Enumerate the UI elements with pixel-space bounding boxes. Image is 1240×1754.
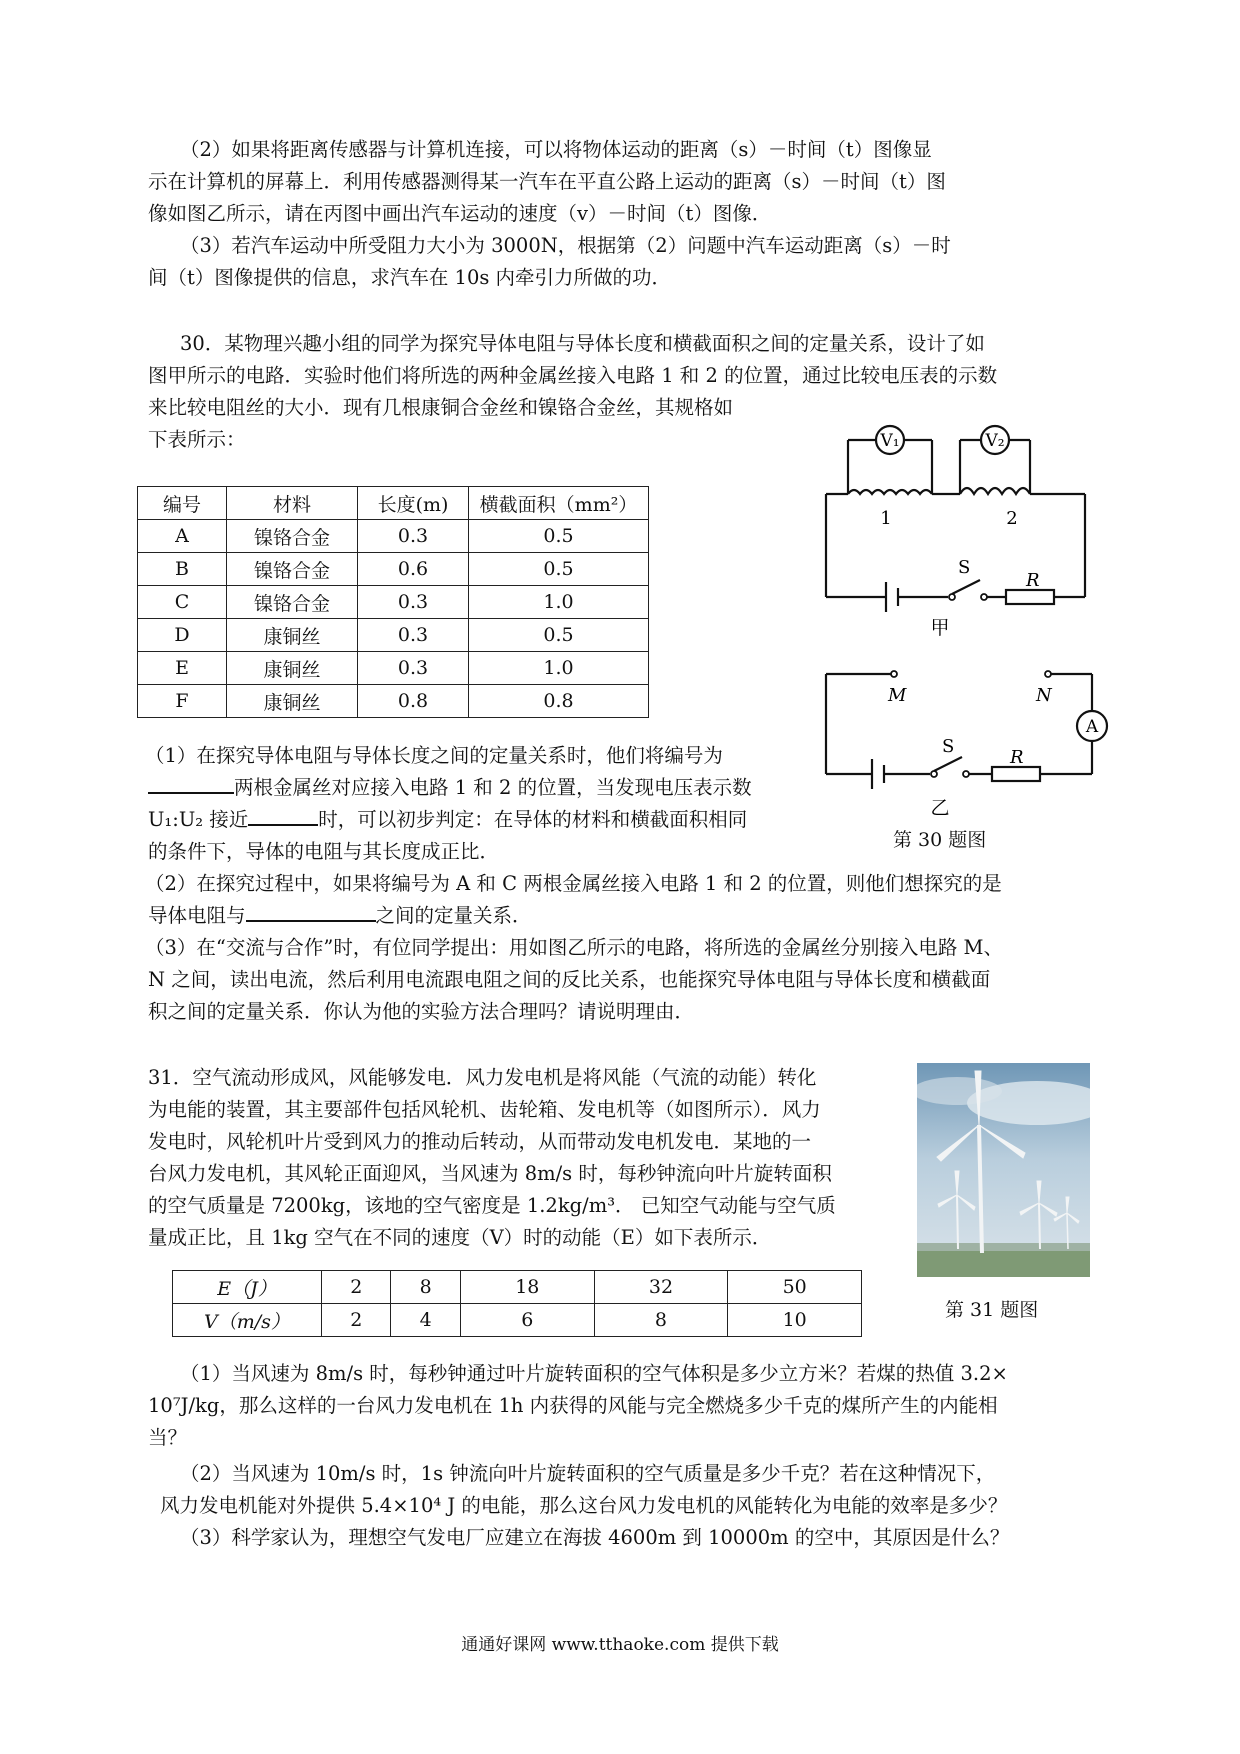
q31-line6: 量成正比，且 1kg 空气在不同的速度（V）时的动能（E）如下表所示． — [148, 1226, 772, 1249]
q29-part2-line1: （2）如果将距离传感器与计算机连接，可以将物体运动的距离（s）－时间（t）图像显 — [180, 138, 932, 161]
table-cell: 镍铬合金 — [227, 553, 358, 586]
q31-part3-line1: （3）科学家认为，理想空气发电厂应建立在海拔 4600m 到 10000m 的空中，其原因是什么？ — [180, 1526, 1010, 1549]
table-header: E（J） — [173, 1271, 322, 1304]
table-row — [173, 1304, 862, 1337]
table-row — [173, 1271, 862, 1304]
table-cell: D — [138, 619, 227, 652]
resistor-label: R — [1010, 747, 1024, 768]
table-header: 材料 — [227, 487, 358, 520]
table-cell: 18 — [460, 1271, 594, 1304]
switch-label: S — [958, 557, 971, 578]
table-cell: 0.3 — [358, 619, 469, 652]
table-header: 编号 — [138, 487, 227, 520]
table-cell: 4 — [391, 1304, 460, 1337]
q30-part2-line1: （2）在探究过程中，如果将编号为 A 和 C 两根金属丝接入电路 1 和 2 的位置，则他们想探究的是 — [145, 872, 1002, 895]
table-cell: 8 — [391, 1271, 460, 1304]
voltmeter-v2-label: V₂ — [985, 431, 1005, 451]
table-header: 横截面积（mm²） — [469, 487, 649, 520]
table-cell: F — [138, 685, 227, 718]
table-cell: 10 — [728, 1304, 862, 1337]
q31-part1-line3: 当？ — [148, 1426, 188, 1449]
circuit-diagram-jia — [800, 410, 1110, 650]
table-header: V（m/s） — [173, 1304, 322, 1337]
resistor-label: R — [1026, 570, 1040, 591]
answer-blank[interactable] — [248, 804, 318, 826]
q30-intro-line1: 30．某物理兴趣小组的同学为探究导体电阻与导体长度和横截面积之间的定量关系，设计了如 — [180, 332, 985, 355]
page-footer: 通通好课网 www.tthaoke.com 提供下载 — [461, 1635, 779, 1655]
terminal-m-label: M — [888, 685, 907, 706]
table-cell: 6 — [460, 1304, 594, 1337]
circuit-diagram-yi — [800, 656, 1110, 836]
table-header: 长度(m) — [358, 487, 469, 520]
circuit-yi-caption: 乙 — [930, 797, 950, 819]
table-cell: E — [138, 652, 227, 685]
table-row — [138, 553, 649, 586]
table-cell: 康铜丝 — [227, 652, 358, 685]
table-row — [138, 619, 649, 652]
answer-blank[interactable] — [148, 772, 234, 794]
table-cell: 1.0 — [469, 652, 649, 685]
table-cell: 镍铬合金 — [227, 586, 358, 619]
answer-blank[interactable] — [246, 900, 376, 922]
energy-speed-table — [172, 1270, 862, 1337]
position-1-label: 1 — [880, 508, 892, 529]
terminal-n-label: N — [1036, 685, 1052, 706]
q31-line2: 为电能的装置，其主要部件包括风轮机、齿轮箱、发电机等（如图所示）．风力 — [148, 1098, 821, 1121]
q31-part1-line1: （1）当风速为 8m/s 时，每秒钟通过叶片旋转面积的空气体积是多少立方米？若煤的热值 3.2× — [180, 1362, 1008, 1385]
table-cell: 康铜丝 — [227, 685, 358, 718]
table-cell: A — [138, 520, 227, 553]
q29-part2-line2: 示在计算机的屏幕上．利用传感器测得某一汽车在平直公路上运动的距离（s）－时间（t）图 — [148, 170, 946, 193]
q30-intro-line4: 下表所示： — [148, 428, 246, 451]
switch-label: S — [942, 736, 955, 757]
table-header-row — [138, 487, 649, 520]
table-cell: 0.6 — [358, 553, 469, 586]
table-cell: 康铜丝 — [227, 619, 358, 652]
table-cell: 32 — [594, 1271, 728, 1304]
q30-intro-line2: 图甲所示的电路．实验时他们将所选的两种金属丝接入电路 1 和 2 的位置，通过比较电压表的示数 — [148, 364, 998, 387]
q31-line3: 发电时，风轮机叶片受到风力的推动后转动，从而带动发电机发电．某地的一 — [148, 1130, 812, 1153]
q30-part2-line2: 导体电阻与 之间的定量关系． — [148, 900, 532, 932]
table-cell: 2 — [322, 1271, 391, 1304]
table-cell: 镍铬合金 — [227, 520, 358, 553]
q31-part2-line1: （2）当风速为 10m/s 时，1s 钟流向叶片旋转面积的空气质量是多少千克？若在这种情况下， — [180, 1462, 996, 1485]
circuit-jia-caption: 甲 — [930, 617, 950, 639]
q31-line1: 31．空气流动形成风，风能够发电．风力发电机是将风能（气流的动能）转化 — [148, 1066, 817, 1089]
table-cell: 8 — [594, 1304, 728, 1337]
wire-spec-table — [137, 486, 649, 718]
q30-part1-line4: 的条件下，导体的电阻与其长度成正比． — [148, 840, 500, 863]
q31-line5: 的空气质量是 7200kg，该地的空气密度是 1.2kg/m³． 已知空气动能与空气质 — [148, 1194, 836, 1217]
table-cell: 0.5 — [469, 520, 649, 553]
q30-part3-line1: （3）在“交流与合作”时，有位同学提出：用如图乙所示的电路，将所选的金属丝分别接入电路 M、 — [145, 936, 1004, 959]
voltmeter-v1-label: V₁ — [880, 431, 900, 451]
table-cell: 0.8 — [358, 685, 469, 718]
q30-part1-line2: 两根金属丝对应接入电路 1 和 2 的位置，当发现电压表示数 — [148, 772, 752, 804]
table-cell: 50 — [728, 1271, 862, 1304]
table-cell: 2 — [322, 1304, 391, 1337]
q30-part3-line3: 积之间的定量关系．你认为他的实验方法合理吗？请说明理由． — [148, 1000, 695, 1023]
table-row — [138, 520, 649, 553]
q29-part2-line3: 像如图乙所示，请在丙图中画出汽车运动的速度（v）－时间（t）图像． — [148, 202, 772, 225]
q31-figure-caption: 第 31 题图 — [945, 1299, 1039, 1321]
q30-part1-line1: （1）在探究导体电阻与导体长度之间的定量关系时，他们将编号为 — [145, 744, 723, 767]
table-cell: 0.3 — [358, 520, 469, 553]
table-cell: 0.5 — [469, 619, 649, 652]
table-cell: 0.5 — [469, 553, 649, 586]
ammeter-label: A — [1085, 717, 1099, 737]
table-cell: 0.3 — [358, 586, 469, 619]
q29-part3-line1: （3）若汽车运动中所受阻力大小为 3000N，根据第（2）问题中汽车运动距离（s）－时 — [180, 234, 951, 257]
wind-turbine-photo — [917, 1063, 1090, 1277]
q31-line4: 台风力发电机，其风轮正面迎风，当风速为 8m/s 时，每秒钟流向叶片旋转面积 — [148, 1162, 832, 1185]
table-cell: B — [138, 553, 227, 586]
table-row — [138, 652, 649, 685]
q29-part3-line2: 间（t）图像提供的信息，求汽车在 10s 内牵引力所做的功． — [148, 266, 672, 289]
q30-part3-line2: N 之间，读出电流，然后利用电流跟电阻之间的反比关系，也能探究导体电阻与导体长度和横截面 — [148, 968, 991, 991]
table-cell: 0.8 — [469, 685, 649, 718]
q30-figure-caption: 第 30 题图 — [893, 829, 987, 851]
q30-part1-line3: U₁:U₂ 接近 时，可以初步判定：在导体的材料和横截面积相同 — [148, 804, 747, 836]
table-cell: C — [138, 586, 227, 619]
q30-intro-line3: 来比较电阻丝的大小．现有几根康铜合金丝和镍铬合金丝，其规格如 — [148, 396, 734, 419]
q31-part1-line2: 10⁷J/kg，那么这样的一台风力发电机在 1h 内获得的风能与完全燃烧多少千克的煤所产生的内能相 — [148, 1394, 998, 1417]
table-cell: 0.3 — [358, 652, 469, 685]
table-row — [138, 586, 649, 619]
position-2-label: 2 — [1006, 508, 1018, 529]
table-row — [138, 685, 649, 718]
q31-part2-line2: 风力发电机能对外提供 5.4×10⁴ J 的电能，那么这台风力发电机的风能转化为电能的效率是多少？ — [160, 1494, 1008, 1517]
table-cell: 1.0 — [469, 586, 649, 619]
